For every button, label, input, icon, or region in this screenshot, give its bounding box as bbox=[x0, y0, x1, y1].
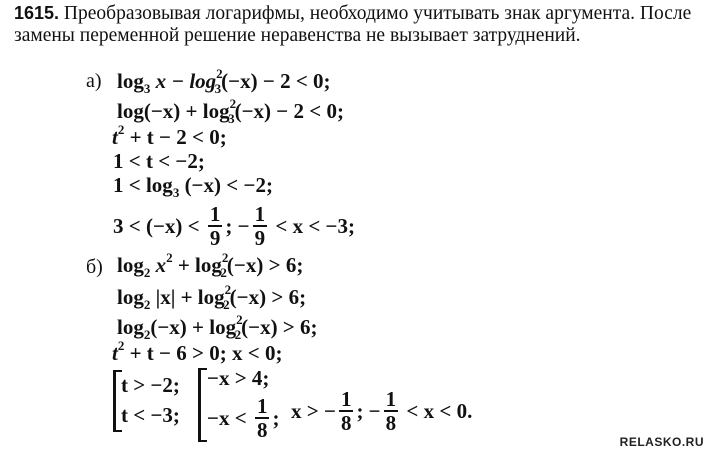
system-bracket-2 bbox=[198, 368, 207, 442]
part-a-label: а) bbox=[86, 70, 102, 92]
part-b-line-3: $\log_2(-x) + \log^2_2(-x) > 6$; bbox=[117, 312, 318, 343]
problem-statement bbox=[14, 2, 704, 47]
part-a-line-6: 3 < (−x) < $\frac{1}{9}$ ; − $\frac{1}{9}$ < x < −3; bbox=[113, 202, 356, 250]
part-b-line-2: $\log_2 |x| + \log^2_2(-x) > 6$; bbox=[117, 282, 307, 313]
part-a-line-3: $t^2 + t - 2 < 0$; bbox=[112, 122, 227, 149]
part-b-result: x > − $\frac{1}{8}$ ; − $\frac{1}{8}$ < x < 0. bbox=[291, 387, 473, 435]
problem-text: Преобразовывая логарифмы, необходимо учитывать знак аргумента. После замены переменной решение неравенства не вызывает затруднений. bbox=[14, 3, 692, 46]
fraction-one-eighth: $\frac{1}{8}$ bbox=[256, 394, 268, 442]
system1-line-1: t > −2; bbox=[121, 373, 180, 397]
part-b-line-4: $t^2 + t - 6 > 0$; x < 0; bbox=[112, 338, 283, 365]
system2-line-2: −x < $\frac{1}{8}$ ; bbox=[207, 394, 280, 442]
part-b-label: б) bbox=[86, 256, 103, 278]
part-b-line-1: $\log_2 x^2 + \log^2_2(-x) > 6$; bbox=[117, 250, 304, 281]
fraction-one-ninth: $\frac{1}{9}$ bbox=[209, 202, 221, 250]
system1-line-2: t < −3; bbox=[121, 403, 180, 427]
system2-line-1: −x > 4; bbox=[207, 366, 270, 390]
part-a-line-5: $1 < \log_3 (-x) < -2$; bbox=[113, 173, 273, 201]
problem-number: 1615. bbox=[14, 3, 60, 23]
part-a-line-2: $\log(-x) + \log^2_3(-x) - 2 < 0$; bbox=[117, 96, 344, 127]
fraction-one-eighth-2: $\frac{1}{8}$ bbox=[340, 387, 352, 435]
fraction-one-eighth-3: $\frac{1}{8}$ bbox=[385, 387, 397, 435]
part-a-line-4: 1 < t < −2; bbox=[113, 149, 205, 173]
part-a-line-1: $\log_3 x - \log^2_3(-x) - 2 < 0$; bbox=[117, 66, 331, 97]
watermark: RELASKO.RU bbox=[619, 435, 704, 449]
fraction-one-ninth-2: $\frac{1}{9}$ bbox=[254, 202, 266, 250]
